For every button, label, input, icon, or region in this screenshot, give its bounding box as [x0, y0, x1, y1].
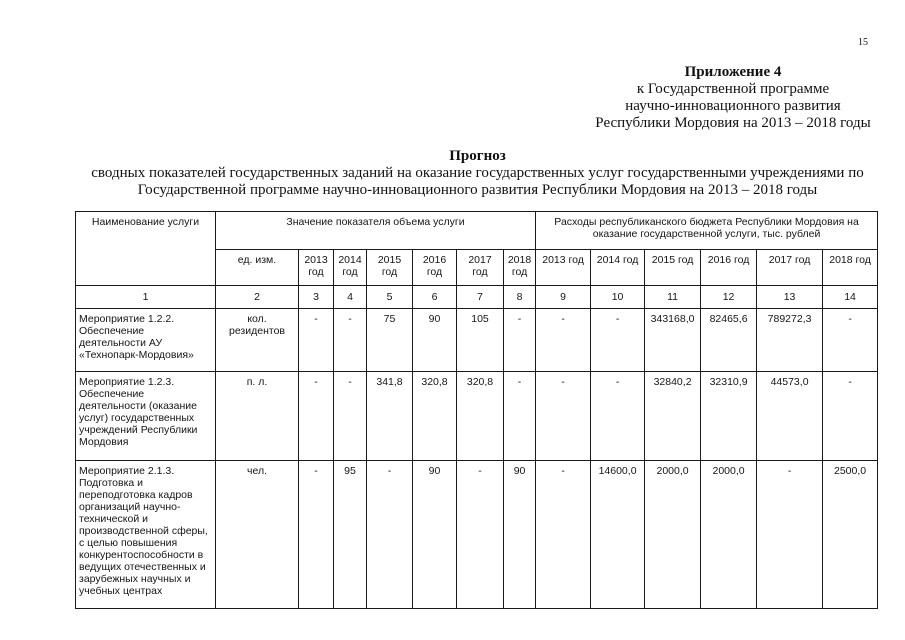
- column-number: 14: [823, 286, 878, 309]
- table-row: [76, 372, 878, 461]
- cell-expense: -: [536, 461, 591, 609]
- appendix-line: Республики Мордовия на 2013 – 2018 годы: [595, 115, 871, 131]
- header-expense-year: 2017 год: [757, 250, 823, 286]
- cell-expense: -: [823, 372, 878, 461]
- cell-volume: 90: [413, 461, 457, 609]
- cell-expense: 2000,0: [701, 461, 757, 609]
- cell-expense: 32310,9: [701, 372, 757, 461]
- header-volume-year: 2013 год: [299, 250, 334, 286]
- cell-expense: 789272,3: [757, 309, 823, 372]
- cell-volume: 105: [457, 309, 504, 372]
- cell-expense: -: [591, 372, 645, 461]
- cell-volume: -: [299, 461, 334, 609]
- forecast-table: [75, 211, 878, 609]
- cell-volume: -: [334, 372, 367, 461]
- cell-volume: -: [504, 309, 536, 372]
- forecast-subtitle-line: сводных показателей государственных заданий на оказание государственных услуг государственными учреждениями по: [91, 165, 864, 181]
- appendix-line: к Государственной программе: [636, 81, 830, 97]
- cell-volume: -: [334, 309, 367, 372]
- header-row-groups: [76, 212, 878, 250]
- column-number: 8: [504, 286, 536, 309]
- header-volume-year: 2015 год: [367, 250, 413, 286]
- column-number: 10: [591, 286, 645, 309]
- cell-expense: 32840,2: [645, 372, 701, 461]
- column-number: 5: [367, 286, 413, 309]
- cell-service: Мероприятие 1.2.3. Обеспечение деятельности (оказание услуг) государственных учреждений Республики Мордовия: [76, 372, 216, 461]
- column-number: 1: [76, 286, 216, 309]
- cell-volume: -: [299, 309, 334, 372]
- header-expense-year: 2014 год: [591, 250, 645, 286]
- column-number: 2: [216, 286, 299, 309]
- cell-volume: -: [457, 461, 504, 609]
- cell-volume: -: [299, 372, 334, 461]
- column-number: 13: [757, 286, 823, 309]
- column-number: 12: [701, 286, 757, 309]
- column-number: 9: [536, 286, 591, 309]
- column-number: 4: [334, 286, 367, 309]
- cell-unit: кол. резидентов: [216, 309, 299, 372]
- cell-volume: 75: [367, 309, 413, 372]
- cell-expense: 82465,6: [701, 309, 757, 372]
- forecast-title: Прогноз: [449, 148, 506, 164]
- header-expense-year: 2015 год: [645, 250, 701, 286]
- column-number: 6: [413, 286, 457, 309]
- page-number: 15: [858, 37, 868, 48]
- cell-unit: п. л.: [216, 372, 299, 461]
- cell-expense: -: [823, 309, 878, 372]
- header-volume-year: 2014 год: [334, 250, 367, 286]
- table-row: [76, 461, 878, 609]
- forecast-subtitle-line: Государственной программе научно-инновационного развития Республики Мордовия на 2013 – 2018 годы: [137, 182, 818, 198]
- table-row: [76, 309, 878, 372]
- cell-volume: 320,8: [413, 372, 457, 461]
- column-number: 7: [457, 286, 504, 309]
- header-service-name: Наименование услуги: [76, 212, 216, 286]
- column-number: 11: [645, 286, 701, 309]
- cell-expense: -: [536, 309, 591, 372]
- header-volume-year: 2016 год: [413, 250, 457, 286]
- header-expense-year: 2013 год: [536, 250, 591, 286]
- cell-expense: 343168,0: [645, 309, 701, 372]
- appendix-line: научно-инновационного развития: [625, 98, 841, 114]
- cell-volume: -: [367, 461, 413, 609]
- header-expense-year: 2018 год: [823, 250, 878, 286]
- cell-expense: -: [757, 461, 823, 609]
- appendix-title: Приложение 4: [684, 64, 782, 80]
- cell-expense: -: [591, 309, 645, 372]
- cell-expense: 2000,0: [645, 461, 701, 609]
- cell-expense: 44573,0: [757, 372, 823, 461]
- column-number-row: [76, 286, 878, 309]
- cell-volume: 320,8: [457, 372, 504, 461]
- column-number: 3: [299, 286, 334, 309]
- cell-volume: 90: [413, 309, 457, 372]
- header-expenses-group: Расходы республиканского бюджета Республики Мордовия на оказание государственной услуги, тыс. рублей: [536, 212, 878, 250]
- cell-volume: 95: [334, 461, 367, 609]
- cell-expense: 14600,0: [591, 461, 645, 609]
- cell-unit: чел.: [216, 461, 299, 609]
- header-volume-year: 2018 год: [504, 250, 536, 286]
- cell-volume: -: [504, 372, 536, 461]
- cell-expense: 2500,0: [823, 461, 878, 609]
- forecast-heading: [75, 148, 880, 199]
- header-expense-year: 2016 год: [701, 250, 757, 286]
- cell-service: Мероприятие 2.1.3. Подготовка и переподготовка кадров организаций научно-технической и производственной сферы, с целью повышения конкурентоспособности в ведущих отечественных и зарубежных научных и учебных центрах: [76, 461, 216, 609]
- appendix-block: [588, 64, 878, 132]
- header-volume-year: 2017 год: [457, 250, 504, 286]
- cell-volume: 90: [504, 461, 536, 609]
- header-volume-group: Значение показателя объема услуги: [216, 212, 536, 250]
- cell-volume: 341,8: [367, 372, 413, 461]
- header-unit: ед. изм.: [216, 250, 299, 286]
- cell-service: Мероприятие 1.2.2. Обеспечение деятельности АУ «Технопарк-Мордовия»: [76, 309, 216, 372]
- cell-expense: -: [536, 372, 591, 461]
